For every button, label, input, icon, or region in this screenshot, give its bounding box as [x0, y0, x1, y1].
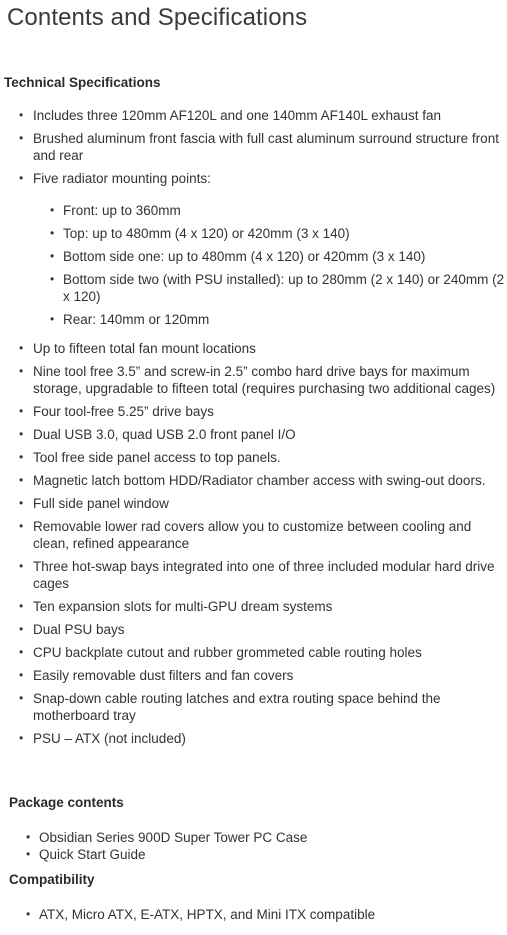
sub-item: • Bottom side two (with PSU installed): up to 280mm (2 x 140) or 240mm (2 x 120)	[33, 271, 505, 305]
radiator-mount-list	[33, 202, 505, 328]
page-title: Contents and Specifications	[7, 4, 308, 31]
spec-item: • Removable lower rad covers allow you to customize between cooling and clean, refined appearance	[0, 518, 507, 552]
compatibility-heading: Compatibility	[9, 872, 95, 887]
spec-item: • Dual USB 3.0, quad USB 2.0 front panel I/O	[0, 426, 507, 443]
spec-item: • Snap-down cable routing latches and extra routing space behind the motherboard tray	[0, 690, 507, 724]
sub-item: • Front: up to 360mm	[33, 202, 505, 219]
package-contents-heading: Package contents	[9, 795, 124, 810]
spec-item: • Up to fifteen total fan mount locations	[0, 340, 507, 357]
sub-item: • Rear: 140mm or 120mm	[33, 311, 505, 328]
spec-item: • PSU – ATX (not included)	[0, 730, 507, 747]
compatibility-list	[0, 906, 507, 923]
spec-item: • Three hot-swap bays integrated into one of three included modular hard drive cages	[0, 558, 507, 592]
spec-item: • Tool free side panel access to top panels.	[0, 449, 507, 466]
package-item: • Quick Start Guide	[0, 846, 507, 863]
spec-item-radiator-mounts	[0, 170, 507, 328]
spec-item: • Easily removable dust filters and fan covers	[0, 667, 507, 684]
spec-item: • Four tool-free 5.25” drive bays	[0, 403, 507, 420]
sub-item: • Bottom side one: up to 480mm (4 x 120) or 420mm (3 x 140)	[33, 248, 505, 265]
spec-item-label: Five radiator mounting points:	[33, 171, 211, 186]
spec-item: • Dual PSU bays	[0, 621, 507, 638]
package-contents-list	[0, 829, 507, 863]
sub-item: • Top: up to 480mm (4 x 120) or 420mm (3 x 140)	[33, 225, 505, 242]
spec-item: • Nine tool free 3.5” and screw-in 2.5” combo hard drive bays for maximum storage, upgradable to fifteen total (requires purchasing two additional cages)	[0, 363, 507, 397]
spec-item: • Magnetic latch bottom HDD/Radiator chamber access with swing-out doors.	[0, 472, 507, 489]
compatibility-item: • ATX, Micro ATX, E-ATX, HPTX, and Mini ITX compatible	[0, 906, 507, 923]
spec-item: • CPU backplate cutout and rubber grommeted cable routing holes	[0, 644, 507, 661]
technical-specifications-heading: Technical Specifications	[4, 75, 161, 90]
spec-item: • Brushed aluminum front fascia with full cast aluminum surround structure front and rear	[0, 130, 507, 164]
package-item: • Obsidian Series 900D Super Tower PC Case	[0, 829, 507, 846]
spec-item: • Includes three 120mm AF120L and one 140mm AF140L exhaust fan	[0, 107, 507, 124]
technical-specifications-list	[0, 107, 507, 753]
spec-item: • Ten expansion slots for multi-GPU dream systems	[0, 598, 507, 615]
spec-item: • Full side panel window	[0, 495, 507, 512]
